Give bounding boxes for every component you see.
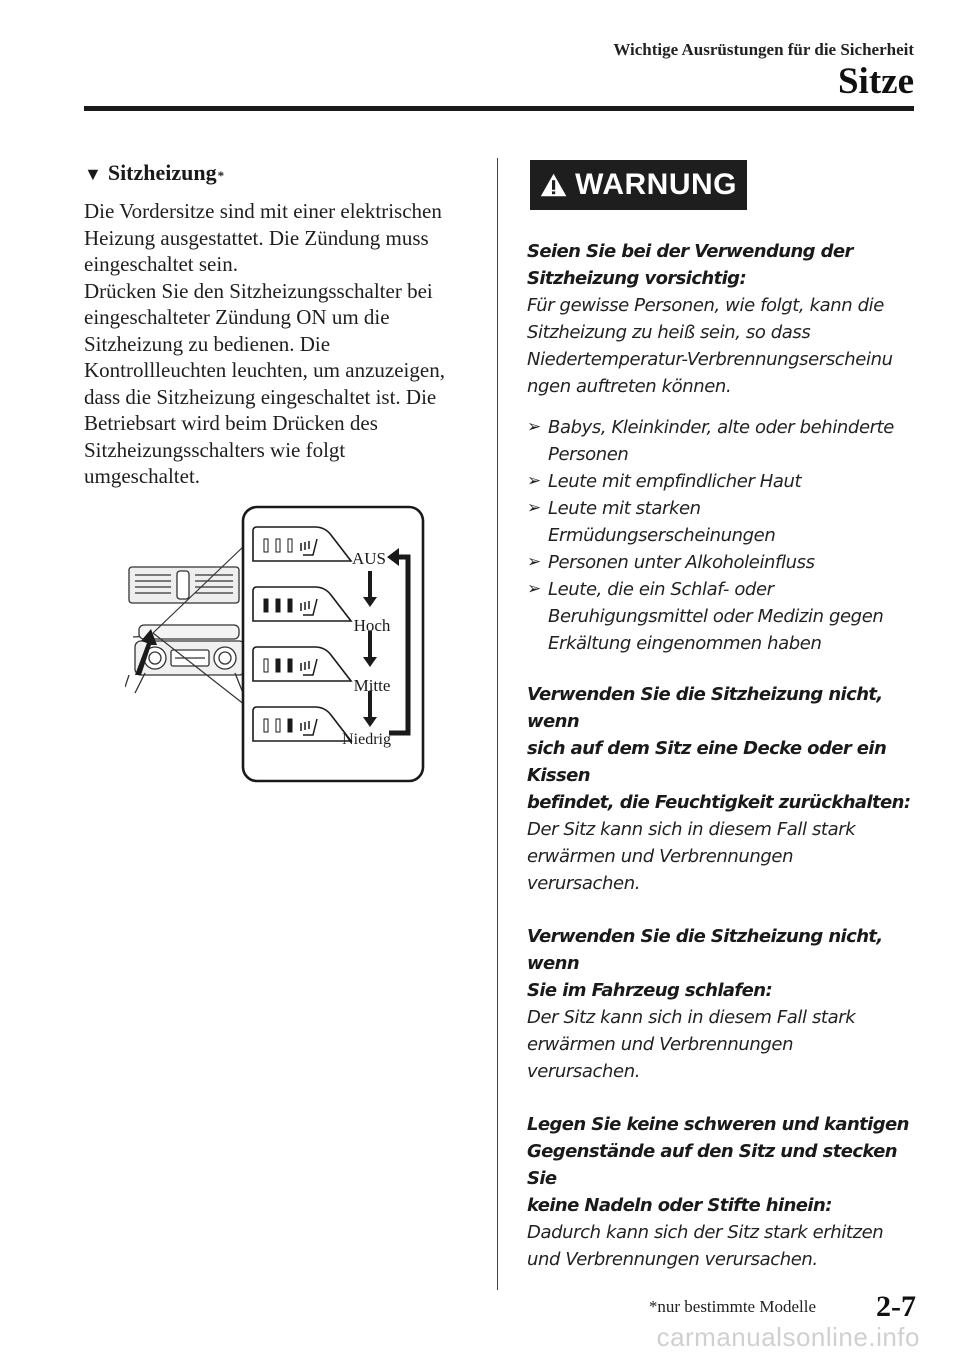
arrow-bullet-icon: ➢	[527, 579, 541, 599]
mode-label: Niedrig	[342, 731, 391, 748]
text-line: Sitzheizung zu bedienen. Die	[84, 331, 331, 356]
block4-bold	[527, 1111, 917, 1219]
text-line: Legen Sie keine schweren und kantigen	[527, 1114, 909, 1135]
list-item	[527, 468, 917, 495]
risk-group-list	[527, 414, 917, 657]
arrow-bullet-icon: ➢	[527, 498, 541, 518]
text-line: eingeschaltet sein.	[84, 252, 238, 276]
indicator-off	[276, 539, 280, 552]
body-paragraph	[84, 198, 479, 490]
header-rule	[84, 106, 914, 111]
indicator-lit	[288, 599, 292, 612]
block2-bold	[527, 681, 917, 816]
watermark: carmanualsonline.info	[656, 1322, 920, 1352]
text-line: Drücken Sie den Sitzheizungsschalter bei	[84, 278, 433, 303]
mode-label: Mitte	[353, 676, 391, 695]
text-line: Personen	[548, 444, 629, 465]
list-item-text	[548, 549, 815, 576]
text-line: sich auf dem Sitz eine Decke oder ein Kissen	[527, 738, 887, 786]
text-line: Verwenden Sie die Sitzheizung nicht, wenn	[527, 684, 883, 732]
text-line: umgeschaltet.	[84, 464, 201, 488]
seat-heater-diagram	[125, 505, 425, 783]
block3-bold	[527, 923, 917, 1004]
running-title: Wichtige Ausrüstungen für die Sicherheit	[613, 40, 914, 59]
text-line: Sitzheizung zu heiß sein, so dass	[527, 322, 811, 343]
block4-text	[527, 1219, 917, 1273]
block3-text	[527, 1004, 917, 1085]
text-line: erwärmen und Verbrennungen	[527, 1034, 794, 1055]
text-line: erwärmen und Verbrennungen	[527, 846, 794, 867]
text-line: Die Vordersitze sind mit einer elektrischen	[84, 199, 442, 223]
mode-label: AUS	[351, 549, 387, 568]
text-line: Personen unter Alkoholeinfluss	[548, 552, 815, 573]
text-line: befindet, die Feuchtigkeit zurückhalten:	[527, 792, 911, 813]
text-line: Leute mit empfindlicher Haut	[548, 471, 802, 492]
text-line: ngen auftreten können.	[527, 376, 732, 397]
section-title: Sitze	[837, 61, 914, 102]
text-line: Dadurch kann sich der Sitz stark erhitzen	[527, 1222, 884, 1243]
text-line: Gegenstände auf den Sitz und stecken Sie	[527, 1141, 897, 1189]
arrow-bullet-icon: ➢	[527, 417, 541, 437]
right-column	[527, 160, 917, 1273]
list-item-text	[548, 414, 894, 468]
text-line: dass die Sitzheizung eingeschaltet ist. Die	[84, 384, 437, 409]
indicator-off	[276, 719, 280, 732]
text-line: Beruhigungsmittel oder Medizin gegen	[548, 606, 884, 627]
column-divider	[497, 158, 498, 1290]
indicator-off	[264, 659, 268, 672]
text-line: Betriebsart wird beim Drücken des	[84, 411, 378, 435]
indicator-off	[264, 539, 268, 552]
text-line: und Verbrennungen verursachen.	[527, 1249, 818, 1270]
indicator-lit	[288, 659, 292, 672]
list-item	[527, 414, 917, 468]
indicator-off	[288, 539, 292, 552]
block2-text	[527, 816, 917, 897]
text-line: Babys, Kleinkinder, alte oder behinderte	[548, 417, 894, 438]
text-line: Sitzheizungsschalters wie folgt	[84, 437, 346, 462]
text-line: Leute, die ein Schlaf- oder	[548, 579, 774, 600]
arrow-bullet-icon: ➢	[527, 552, 541, 572]
footnote: *nur bestimmte Modelle	[648, 1297, 816, 1316]
text-line: Niedertemperatur-Verbrennungserscheinu	[527, 349, 893, 370]
text-line: Seien Sie bei der Verwendung der	[527, 241, 853, 262]
text-line: Heizung ausgestattet. Die Zündung muss	[84, 225, 429, 250]
text-line: Der Sitz kann sich in diesem Fall stark	[527, 1007, 856, 1028]
indicator-lit	[264, 599, 268, 612]
page-number: 2-7	[876, 1290, 916, 1323]
subsection-heading-text: Sitzheizung	[107, 160, 217, 185]
mode-label: Hoch	[353, 616, 391, 635]
dashboard-illustration	[125, 567, 245, 693]
list-item	[527, 576, 917, 657]
warning-triangle-icon	[540, 170, 567, 200]
text-line: Sitzheizung vorsichtig:	[527, 268, 747, 289]
indicator-lit	[288, 719, 292, 732]
list-item-text	[548, 576, 883, 657]
text-line: Der Sitz kann sich in diesem Fall stark	[527, 819, 856, 840]
list-item	[527, 549, 917, 576]
indicator-off	[264, 719, 268, 732]
list-item-text	[548, 468, 801, 495]
model-footnote-mark: *	[217, 168, 225, 183]
text-line: Sie im Fahrzeug schlafen:	[527, 980, 773, 1001]
list-item-text	[548, 495, 775, 549]
indicator-lit	[276, 659, 280, 672]
seat-heater-diagram-graphic	[125, 505, 425, 783]
text-line: Erkältung eingenommen haben	[548, 633, 822, 654]
text-line: Ermüdungserscheinungen	[548, 525, 776, 546]
warning-label: WARNUNG	[575, 168, 737, 201]
text-line: Für gewisse Personen, wie folgt, kann die	[527, 295, 884, 316]
warning-banner	[530, 160, 747, 210]
arrow-bullet-icon: ➢	[527, 471, 541, 491]
list-item	[527, 495, 917, 549]
block1-text	[527, 292, 917, 400]
text-line: verursachen.	[527, 873, 641, 894]
indicator-lit	[276, 599, 280, 612]
subsection-heading	[84, 160, 479, 186]
text-line: verursachen.	[527, 1061, 641, 1082]
text-line: Leute mit starken	[548, 498, 701, 519]
block1-bold	[527, 238, 917, 292]
text-line: keine Nadeln oder Stifte hinein:	[527, 1195, 832, 1216]
warning-body	[527, 238, 917, 1273]
text-line: eingeschalteter Zündung ON um die	[84, 305, 390, 329]
text-line: Kontrollleuchten leuchten, um anzuzeigen,	[84, 358, 445, 382]
triangle-down-icon: ▼	[84, 164, 102, 184]
left-column	[84, 160, 479, 490]
text-line: Verwenden Sie die Sitzheizung nicht, wenn	[527, 926, 883, 974]
